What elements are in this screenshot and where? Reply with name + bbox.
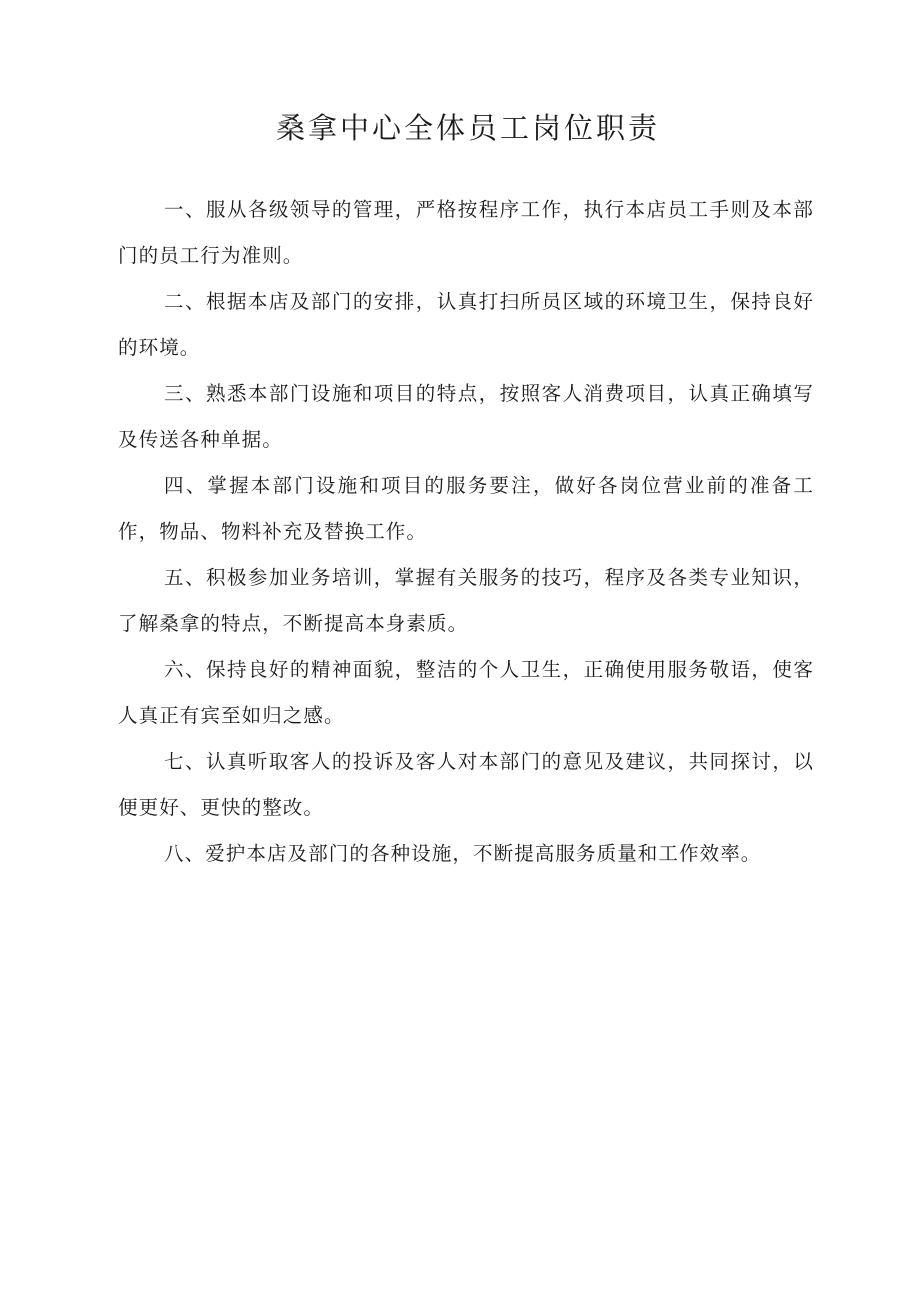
duty-item-3: 三、熟悉本部门设施和项目的特点，按照客人消费项目，认真正确填写及传送各种单据。: [118, 382, 814, 451]
duty-item-5: 五、积极参加业务培训，掌握有关服务的技巧，程序及各类专业知识，了解桑拿的特点，不断提高本身素质。: [118, 566, 814, 635]
document-title: 桑拿中心全体员工岗位职责: [275, 111, 660, 145]
duty-item-7: 七、认真听取客人的投诉及客人对本部门的意见及建议，共同探讨，以便更好、更快的整改。: [118, 750, 814, 819]
duty-item-4: 四、掌握本部门设施和项目的服务要注，做好各岗位营业前的准备工作，物品、物料补充及替换工作。: [118, 474, 814, 543]
duty-item-6: 六、保持良好的精神面貌，整洁的个人卫生，正确使用服务敬语，使客人真正有宾至如归之感。: [118, 658, 814, 727]
duty-list: [118, 187, 814, 877]
duty-item-8: 八、爱护本店及部门的各种设施，不断提高服务质量和工作效率。: [164, 842, 762, 865]
duty-item-1: 一、服从各级领导的管理，严格按程序工作，执行本店员工手则及本部门的员工行为准则。: [118, 198, 814, 267]
duty-item-2: 二、根据本店及部门的安排，认真打扫所员区域的环境卫生，保持良好的环境。: [118, 290, 814, 359]
